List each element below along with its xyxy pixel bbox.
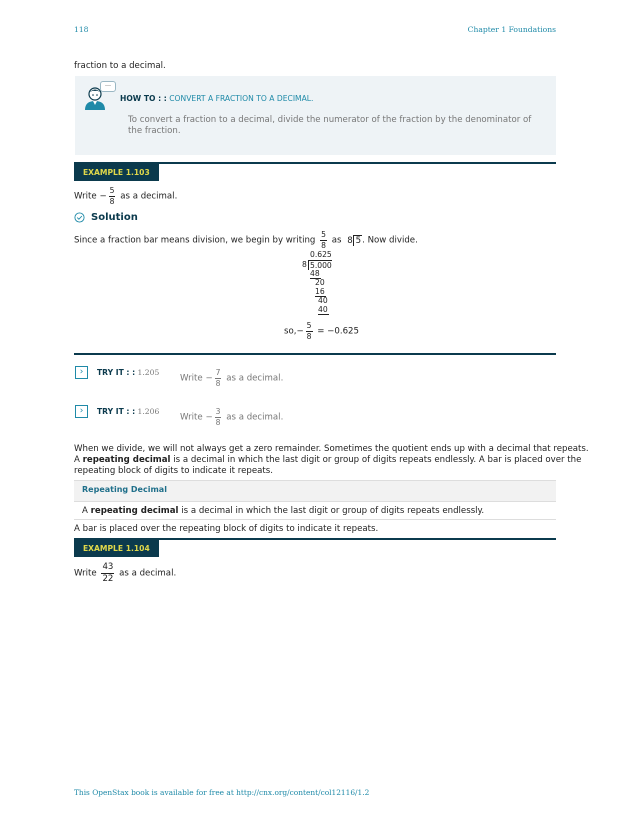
numerator: 3 [215, 407, 221, 416]
paragraph-line: When we divide, we will not always get a zero remainder. Sometimes the quotient ends up with a decimal that repeats. [74, 444, 589, 454]
division-step: 40 [318, 296, 328, 305]
definition-part: is a decimal in which the last digit or group of digits repeats endlessly. [181, 506, 485, 516]
try-it-toggle-icon[interactable]: › [75, 366, 88, 379]
after-definition-line: A bar is placed over the repeating block of digits to indicate it repeats. [74, 524, 379, 534]
example-tag: EXAMPLE 1.103 [74, 164, 159, 181]
fraction [215, 408, 222, 426]
paragraph-text: is a decimal in which the last digit or group of digits repeats endlessly. A bar is placed over the [173, 455, 582, 465]
divisor: 8 [302, 260, 307, 269]
numerator: 43 [102, 562, 114, 572]
solution-text: . Now divide. [362, 235, 418, 246]
term-bold: repeating decimal [90, 506, 179, 516]
fraction [320, 231, 327, 249]
example-problem [74, 187, 177, 205]
problem-text: Write [180, 412, 203, 423]
problem-text: Write [74, 568, 97, 579]
solution-heading: Solution [91, 212, 138, 223]
solution-text: Since a fraction bar means division, we begin by writing [74, 235, 316, 246]
try-it-number: 1.206 [137, 407, 160, 416]
problem-text: Write [74, 191, 97, 202]
denominator: 8 [215, 378, 221, 388]
chapter-title: Chapter 1 Foundations [467, 25, 556, 34]
problem-text: as a decimal. [120, 191, 178, 202]
dividend: 5 [353, 235, 362, 246]
example-tag: EXAMPLE 1.104 [74, 540, 159, 557]
quotient: 0.625 [310, 250, 332, 259]
numerator: 5 [306, 321, 312, 330]
division-step: 40 [318, 305, 328, 314]
fraction [101, 563, 114, 583]
example-problem [74, 563, 176, 583]
footer-text: This OpenStax book is available for free at http://cnx.org/content/col12116/1.2 [74, 788, 370, 797]
how-to-prefix: HOW TO : : [120, 94, 167, 103]
how-to-title [120, 94, 313, 103]
try-it-problem [180, 408, 283, 426]
denominator: 8 [109, 196, 115, 206]
try-it-toggle-icon[interactable]: › [75, 405, 88, 418]
term-bold: repeating decimal [82, 455, 171, 465]
definition-text [82, 506, 484, 516]
numerator: 5 [109, 186, 115, 195]
problem-text: as a decimal. [226, 412, 284, 423]
try-it-number: 1.205 [137, 368, 160, 377]
fraction [109, 187, 116, 205]
numerator: 7 [215, 368, 221, 377]
how-to-body: To convert a fraction to a decimal, divide the numerator of the fraction by the denominator of the fraction. [128, 115, 532, 136]
result-value: = −0.625 [317, 326, 359, 337]
denominator: 8 [306, 331, 312, 341]
section-rule [74, 353, 556, 355]
so-text: so, [284, 326, 297, 337]
minus-sign: − [205, 412, 213, 423]
try-it-label [97, 368, 159, 377]
fraction [306, 322, 313, 340]
definition-title: Repeating Decimal [82, 485, 167, 494]
numerator: 5 [321, 230, 326, 239]
try-it-label [97, 407, 159, 416]
fraction [215, 369, 222, 387]
division-step: 48 [310, 269, 320, 278]
how-to-heading: CONVERT A FRACTION TO A DECIMAL. [169, 94, 314, 103]
division-step: 16 [315, 287, 325, 296]
division-step: 20 [315, 278, 325, 287]
solution-text: as [331, 235, 342, 246]
paragraph-text: A [74, 455, 80, 465]
try-it-title: TRY IT : : [97, 368, 136, 377]
paragraph-line: repeating block of digits to indicate it repeats. [74, 466, 273, 476]
problem-text: Write [180, 373, 203, 384]
solution-result [284, 322, 359, 340]
solution-line [74, 231, 418, 249]
solution-check-icon [74, 212, 85, 226]
problem-text: as a decimal. [119, 568, 177, 579]
denominator: 8 [215, 417, 221, 427]
minus-sign: − [205, 373, 213, 384]
definition-part: A [82, 506, 88, 516]
intro-line: fraction to a decimal. [74, 61, 166, 71]
divisor: 8 [347, 235, 353, 246]
page-number: 118 [74, 25, 89, 34]
minus-sign: − [296, 326, 304, 337]
try-it-problem [180, 369, 283, 387]
paragraph [74, 444, 589, 477]
denominator: 8 [321, 240, 326, 250]
problem-text: as a decimal. [226, 373, 284, 384]
paragraph-line [74, 455, 582, 466]
try-it-title: TRY IT : : [97, 407, 136, 416]
dividend: 5.000 [310, 261, 332, 270]
minus-sign: − [99, 191, 107, 202]
speech-bubble-icon: … [100, 81, 116, 92]
denominator: 22 [102, 573, 114, 584]
